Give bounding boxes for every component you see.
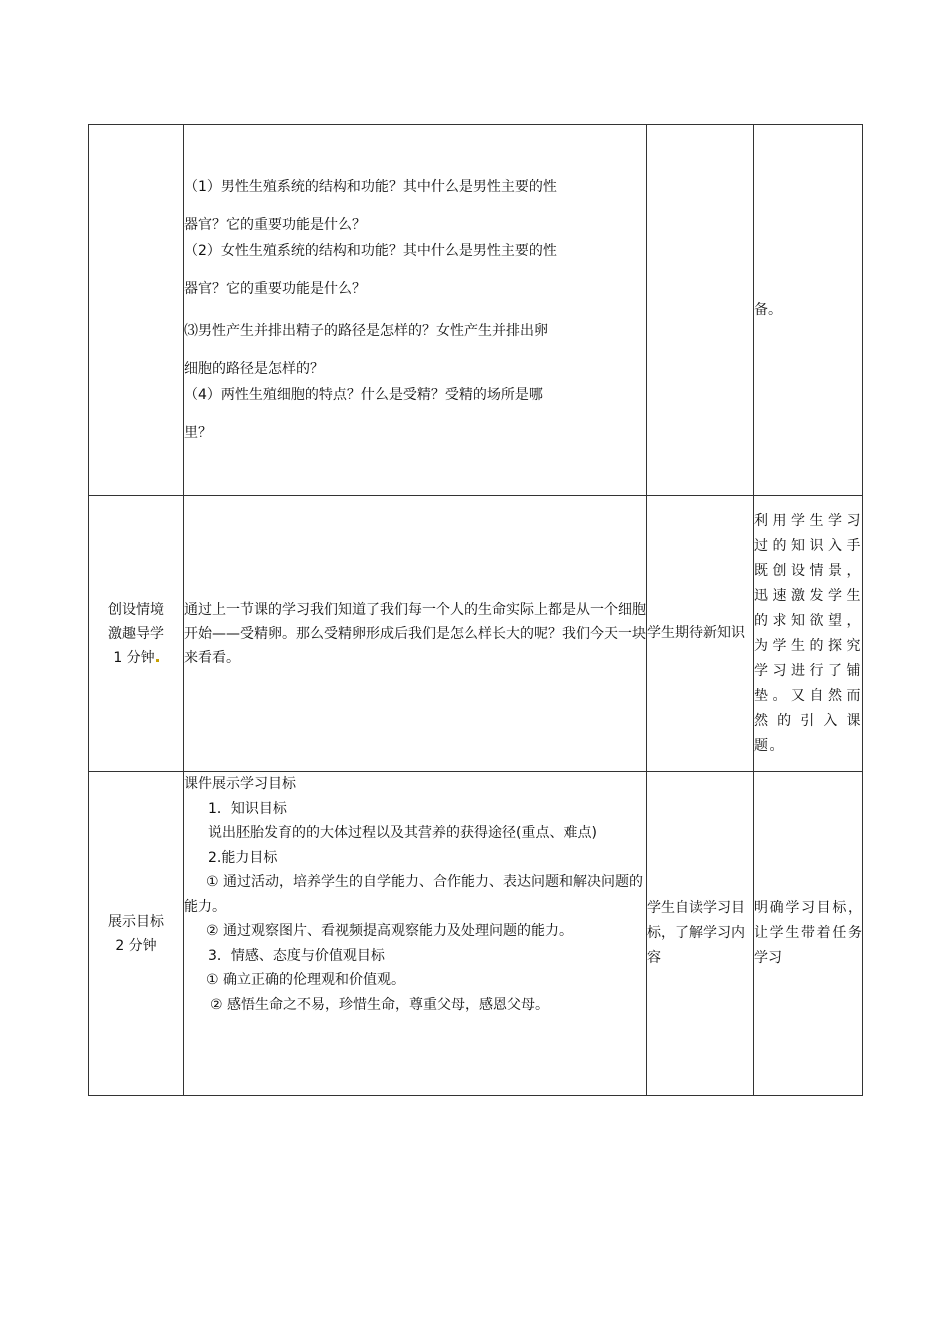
design-intent-text: 利用学生学习过的知识入手既创设情景，迅速激发学生的求知欲望，为学生的探究学习进行了铺垫。又自然而然的引入课题。 [754,512,862,754]
dot-mark [156,659,159,662]
question-line: （1）男性生殖系统的结构和功能？其中什么是男性主要的性 [184,179,557,195]
student-activity-text: 学生自读学习目标，了解学习内容 [647,900,745,966]
content-text: 通过上一节课的学习我们知道了我们每一个人的生命实际上都是从一个细胞开始——受精卵。那么受精卵形成后我们是怎么样长大的呢？我们今天一块来看看。 [184,601,646,666]
goal-item: ② 通过观察图片、看视频提高观察能力及处理问题的能力。 [206,923,573,939]
design-intent-cell [754,125,863,496]
goal-category: 2.能力目标 [208,849,278,866]
table-row [89,772,863,1096]
student-activity-text: 学生期待新知识 [647,625,745,641]
goal-item: ① 通过活动，培养学生的自学能力、合作能力、表达问题和解决问题的能力。 [184,874,643,915]
question-line: 器官？它的重要功能是什么？ [184,217,366,233]
table-row [89,125,863,496]
content-cell [184,772,647,1096]
goals-heading: 课件展示学习目标 [184,776,296,792]
stage-cell [89,772,184,1096]
table-row [89,496,863,772]
stage-name-line: 创设情境 [108,601,164,618]
question-line: 里？ [184,425,212,441]
goal-item: ① 确立正确的伦理观和价值观。 [206,972,406,988]
stage-duration: 1 分钟 [113,649,155,666]
stage-duration: 2 分钟 [115,937,157,954]
stage-name-line: 激趣导学 [108,625,164,642]
content-cell [184,496,647,772]
question-line: 器官？它的重要功能是什么？ [184,281,366,297]
stage-cell [89,496,184,772]
question-line: （4）两性生殖细胞的特点？什么是受精？受精的场所是哪 [184,387,543,403]
content-cell [184,125,647,496]
question-line: 细胞的路径是怎样的？ [184,361,324,377]
question-line: （2）女性生殖系统的结构和功能？其中什么是男性主要的性 [184,243,557,259]
goal-item: 说出胚胎发育的的大体过程以及其营养的获得途径(重点、难点) [208,825,597,841]
goal-category: 3．情感、态度与价值观目标 [208,947,385,964]
question-line: ⑶男性产生并排出精子的路径是怎样的？女性产生并排出卵 [184,323,548,339]
design-intent-text: 备。 [754,301,782,318]
goal-item: ② 感悟生命之不易，珍惜生命，尊重父母，感恩父母。 [210,996,549,1013]
stage-cell [89,125,184,496]
student-activity-cell [647,125,754,496]
stage-name-line: 展示目标 [108,913,164,930]
design-intent-text: 明确学习目标，让学生带着任务学习 [754,900,862,966]
lesson-plan-table [88,124,863,1096]
design-intent-cell [754,772,863,1096]
design-intent-cell [754,496,863,772]
goal-category: 1．知识目标 [208,800,287,817]
student-activity-cell [647,496,754,772]
student-activity-cell [647,772,754,1096]
